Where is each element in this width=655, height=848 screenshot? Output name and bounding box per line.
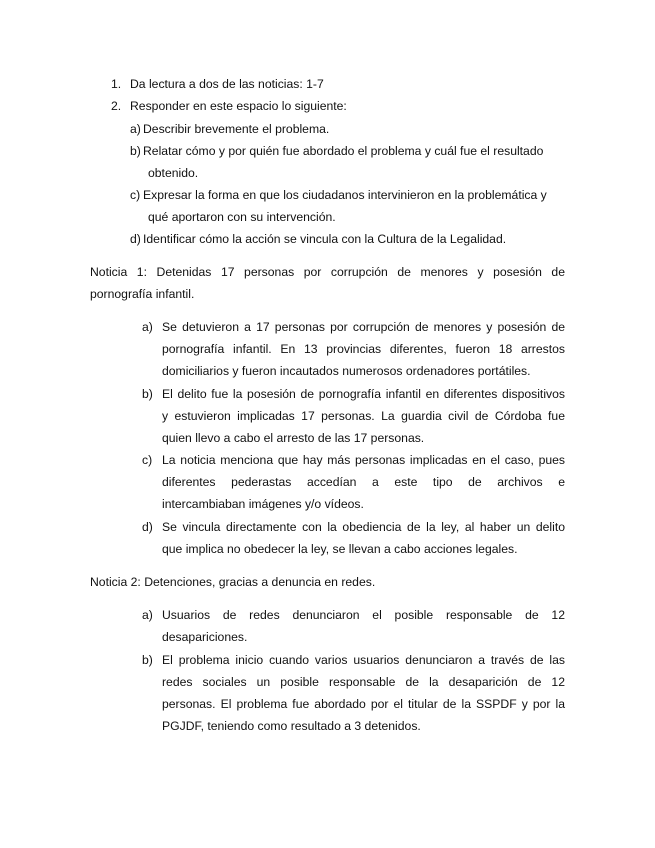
instruction-sub-b-label: b) — [130, 144, 141, 158]
noticia-1-answer-b-line1: El delito fue la posesión de pornografía infantil en diferentes dispositivos — [162, 387, 565, 401]
instruction-sub-c-line1: Expresar la forma en que los ciudadanos intervinieron en la problemática y — [143, 188, 547, 202]
instruction-2-text: Responder en este espacio lo siguiente: — [130, 99, 347, 113]
noticia-1-answer-b-line2: y estuvieron implicadas 17 personas. La guardia civil de Córdoba fue — [162, 409, 565, 423]
instruction-sub-a-text: Describir brevemente el problema. — [143, 122, 330, 136]
noticia-1-title-line2: pornografía infantil. — [90, 287, 195, 301]
instruction-sub-d-text: Identificar cómo la acción se vincula con la Cultura de la Legalidad. — [143, 232, 507, 246]
noticia-1-answer-c-label: c) — [142, 453, 153, 467]
instruction-1-text: Da lectura a dos de las noticias: 1-7 — [130, 77, 324, 91]
noticia-1-answer-a-line1: Se detuvieron a 17 personas por corrupción de menores y posesión de — [162, 320, 565, 334]
noticia-2-answer-b-line3: personas. El problema fue abordado por el titular de la SSPDF y por la — [162, 697, 565, 711]
noticia-2-answer-a-line1: Usuarios de redes denunciaron el posible responsable de 12 — [162, 608, 565, 622]
noticia-1-answer-c-line3: intercambiaban imágenes y/o vídeos. — [162, 497, 364, 511]
noticia-1-answer-a-label: a) — [142, 320, 153, 334]
instruction-1-number: 1. — [111, 77, 122, 91]
noticia-1-answer-d-line1: Se vincula directamente con la obediencia de la ley, al haber un delito — [162, 520, 565, 534]
noticia-2-answer-b-label: b) — [142, 653, 153, 667]
noticia-1-answer-a-line3: domiciliarios y fueron incautados numerosos ordenadores portátiles. — [162, 364, 531, 378]
instruction-sub-b-line2: obtenido. — [148, 166, 199, 180]
noticia-1-answer-c-line2: diferentes pederastas accedían a este tipo de archivos e — [162, 475, 565, 489]
instruction-sub-a-label: a) — [130, 122, 141, 136]
noticia-2-answer-b-line4: PGJDF, teniendo como resultado a 3 detenidos. — [162, 719, 421, 733]
noticia-2-title: Noticia 2: Detenciones, gracias a denuncia en redes. — [90, 575, 376, 589]
instruction-sub-b-line1: Relatar cómo y por quién fue abordado el problema y cuál fue el resultado — [143, 144, 544, 158]
instruction-sub-c-line2: qué aportaron con su intervención. — [148, 210, 336, 224]
noticia-2-answer-a-line2: desapariciones. — [162, 630, 248, 644]
instruction-sub-d-label: d) — [130, 232, 141, 246]
noticia-1-title-line1: Noticia 1: Detenidas 17 personas por corrupción de menores y posesión de — [90, 265, 565, 279]
noticia-1-answer-d-label: d) — [142, 520, 153, 534]
noticia-1-answer-c-line1: La noticia menciona que hay más personas implicadas en el caso, pues — [162, 453, 565, 467]
noticia-1-answer-b-label: b) — [142, 387, 153, 401]
noticia-2-answer-b-line1: El problema inicio cuando varios usuarios denunciaron a través de las — [162, 653, 565, 667]
instruction-sub-c-label: c) — [130, 188, 141, 202]
noticia-2-answer-a-label: a) — [142, 608, 153, 622]
noticia-1-answer-d-line2: que implica no obedecer la ley, se llevan a cabo acciones legales. — [162, 542, 518, 556]
instruction-2-number: 2. — [111, 99, 122, 113]
noticia-1-answer-a-line2: pornografía infantil. En 13 provincias diferentes, fueron 18 arrestos — [162, 342, 565, 356]
noticia-1-answer-b-line3: quien llevo a cabo el arresto de las 17 personas. — [162, 431, 425, 445]
noticia-2-answer-b-line2: redes sociales un posible responsable de la desaparición de 12 — [162, 675, 565, 689]
